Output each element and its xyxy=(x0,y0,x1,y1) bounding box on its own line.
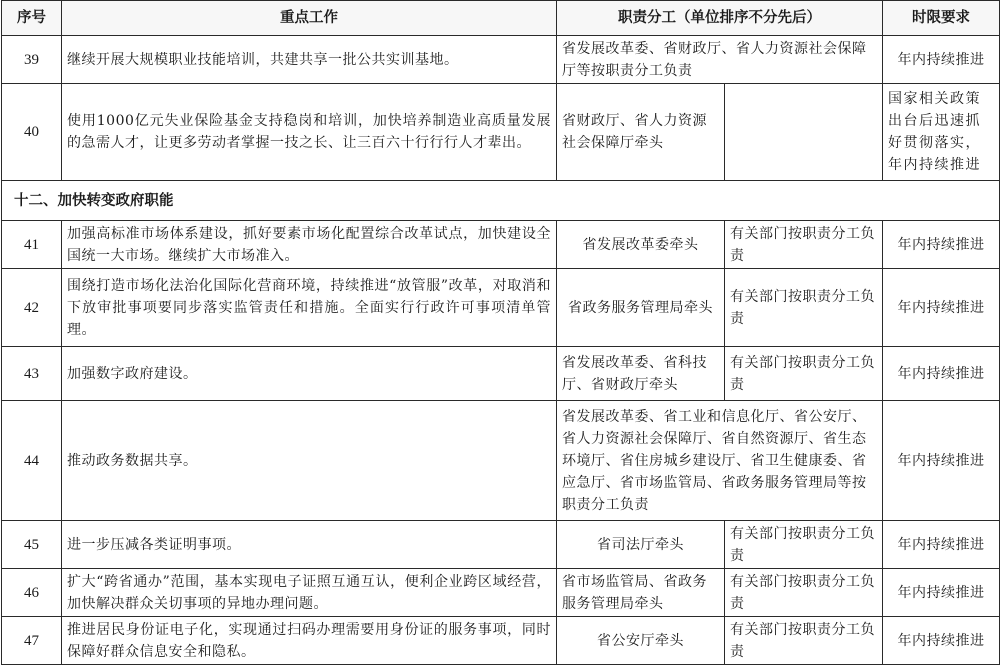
row-num: 43 xyxy=(2,347,62,401)
row-other: 有关部门按职责分工负责 xyxy=(725,617,883,665)
table-row xyxy=(2,347,1000,401)
row-other: 有关部门按职责分工负责 xyxy=(725,221,883,269)
row-work: 加强高标准市场体系建设，抓好要素市场化配置综合改革试点，加快建设全国统一大市场。继续扩大市场准入。 xyxy=(62,221,557,269)
header-duty: 职责分工（单位排序不分先后） xyxy=(557,1,883,36)
table-row xyxy=(2,269,1000,347)
table-row xyxy=(2,521,1000,569)
row-lead: 省政务服务管理局牵头 xyxy=(557,269,725,347)
row-work: 推进居民身份证电子化，实现通过扫码办理需要用身份证的服务事项，同时保障好群众信息安全和隐私。 xyxy=(62,617,557,665)
row-num: 40 xyxy=(2,84,62,181)
table-row xyxy=(2,221,1000,269)
row-duty: 省发展改革委、省工业和信息化厅、省公安厅、省人力资源社会保障厅、省自然资源厅、省生态环境厅、省住房城乡建设厅、省卫生健康委、省应急厅、省市场监管局、省政务服务管理局等按职责分工负责 xyxy=(557,401,883,521)
row-deadline: 年内持续推进 xyxy=(883,569,1000,617)
row-deadline: 年内持续推进 xyxy=(883,221,1000,269)
row-other: 有关部门按职责分工负责 xyxy=(725,347,883,401)
header-row xyxy=(2,1,1000,36)
row-lead: 省公安厅牵头 xyxy=(557,617,725,665)
header-deadline: 时限要求 xyxy=(883,1,1000,36)
section-title: 十二、加快转变政府职能 xyxy=(2,181,1000,221)
row-lead: 省财政厅、省人力资源社会保障厅牵头 xyxy=(557,84,725,181)
row-work: 使用1000亿元失业保险基金支持稳岗和培训，加快培养制造业高质量发展的急需人才，让更多劳动者掌握一技之长、让三百六十行行行人才辈出。 xyxy=(62,84,557,181)
row-work: 扩大“跨省通办”范围，基本实现电子证照互通互认，便利企业跨区域经营，加快解决群众关切事项的异地办理问题。 xyxy=(62,569,557,617)
section-row xyxy=(2,181,1000,221)
row-deadline: 年内持续推进 xyxy=(883,617,1000,665)
row-lead: 省发展改革委、省科技厅、省财政厅牵头 xyxy=(557,347,725,401)
row-other: 有关部门按职责分工负责 xyxy=(725,269,883,347)
row-num: 42 xyxy=(2,269,62,347)
row-work: 进一步压减各类证明事项。 xyxy=(62,521,557,569)
row-num: 44 xyxy=(2,401,62,521)
row-lead: 省发展改革委牵头 xyxy=(557,221,725,269)
table-row xyxy=(2,617,1000,665)
row-num: 39 xyxy=(2,36,62,84)
row-work: 继续开展大规模职业技能培训，共建共享一批公共实训基地。 xyxy=(62,36,557,84)
header-work: 重点工作 xyxy=(62,1,557,36)
row-lead: 省司法厅牵头 xyxy=(557,521,725,569)
row-num: 41 xyxy=(2,221,62,269)
row-other: 有关部门按职责分工负责 xyxy=(725,569,883,617)
row-other: 有关部门按职责分工负责 xyxy=(725,521,883,569)
row-work: 加强数字政府建设。 xyxy=(62,347,557,401)
row-work: 推动政务数据共享。 xyxy=(62,401,557,521)
row-deadline: 国家相关政策出台后迅速抓好贯彻落实，年内持续推进 xyxy=(883,84,1000,181)
row-deadline: 年内持续推进 xyxy=(883,269,1000,347)
header-num: 序号 xyxy=(2,1,62,36)
row-duty: 省发展改革委、省财政厅、省人力资源社会保障厅等按职责分工负责 xyxy=(557,36,883,84)
tasks-table xyxy=(1,0,1000,665)
row-deadline: 年内持续推进 xyxy=(883,521,1000,569)
row-deadline: 年内持续推进 xyxy=(883,401,1000,521)
row-num: 46 xyxy=(2,569,62,617)
row-num: 47 xyxy=(2,617,62,665)
row-deadline: 年内持续推进 xyxy=(883,36,1000,84)
table-row xyxy=(2,84,1000,181)
row-work: 围绕打造市场化法治化国际化营商环境，持续推进“放管服”改革，对取消和下放审批事项要同步落实监管责任和措施。全面实行行政许可事项清单管理。 xyxy=(62,269,557,347)
row-num: 45 xyxy=(2,521,62,569)
table-row xyxy=(2,401,1000,521)
row-lead: 省市场监管局、省政务服务管理局牵头 xyxy=(557,569,725,617)
table-row xyxy=(2,36,1000,84)
row-deadline: 年内持续推进 xyxy=(883,347,1000,401)
row-other xyxy=(725,84,883,181)
table-row xyxy=(2,569,1000,617)
